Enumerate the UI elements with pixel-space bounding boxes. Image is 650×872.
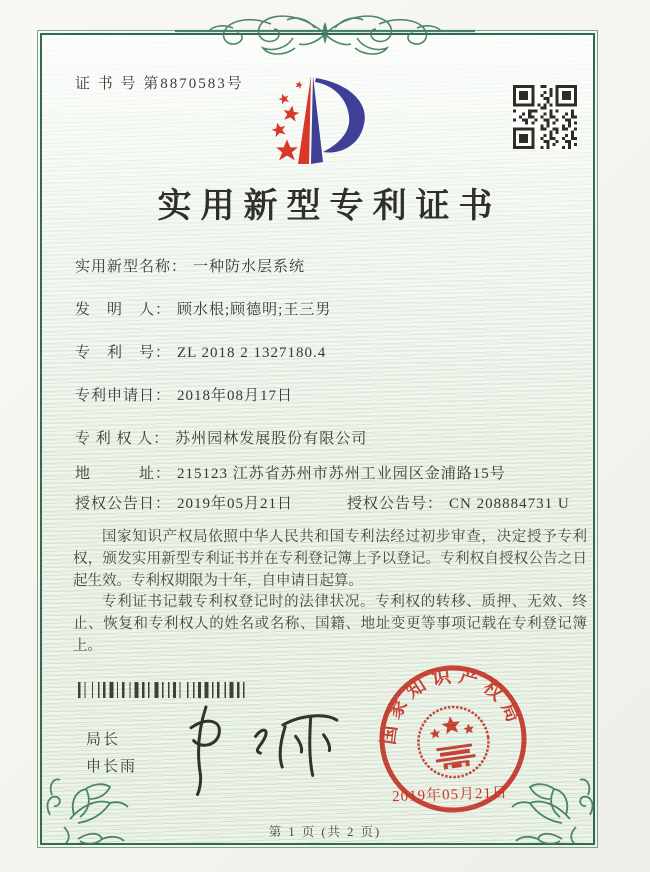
svg-text:国家知识产权局 [368,655,527,749]
field-row-name [75,255,592,276]
field-row-inventors [75,298,592,319]
field-row-grant-date [75,492,592,513]
field-label: 授权公告号： [347,496,444,512]
field-value: 顾水根;顾德明;王三男 [177,302,332,318]
field-label: 专利申请日： [75,388,172,404]
field-row-filing-date [75,384,592,405]
seal-date: 2019年05月21日 [391,785,509,806]
field-value: 2019年05月21日 [177,496,294,512]
field-row-address [75,462,592,483]
field-row-patentee [75,427,592,448]
cnipa-logo-icon [253,72,375,170]
field-row-patent-number [75,341,592,362]
field-label: 专 利 权 人： [75,431,170,447]
field-value: ZL 2018 2 1327180.4 [177,345,327,361]
field-label: 实用新型名称： [75,259,188,275]
signer-title: 局长 [86,732,121,748]
field-value: 2018年08月17日 [177,388,294,404]
signer-name: 申长雨 [86,759,138,775]
field-value: 苏州园林发展股份有限公司 [175,431,368,447]
field-value: 215123 江苏省苏州市苏州工业园区金浦路15号 [177,466,506,482]
legal-notice-paragraph: 国家知识产权局依照中华人民共和国专利法经过初步审查，决定授予专利权，颁发实用新型专利证书并在专利登记簿上予以登记。专利权自授权公告之日起生效。专利权期限为十年，自申请日起算。 [73,529,587,589]
field-value: CN 208884731 U [449,496,570,512]
field-label: 地 址： [75,466,172,482]
legal-notice [73,527,587,658]
signature-icon [165,687,360,802]
seal-agency-text: 国家知识产权局 [378,665,527,746]
legal-notice-paragraph: 专利证书记载专利权登记时的法律状况。专利权的转移、质押、无效、终止、恢复和专利权人的姓名或名称、国籍、地址变更等事项记载在专利登记簿上。 [73,594,587,654]
certificate-title: 实用新型专利证书 [157,188,502,225]
page-number: 第 1 页 (共 2 页) [268,825,382,839]
signer-block [86,727,137,781]
field-value: 一种防水层系统 [193,259,306,275]
qr-code-icon [512,84,578,150]
certificate-number: 证 书 号 第8870583号 [75,76,244,92]
field-label: 专 利 号： [75,345,172,361]
field-label: 发 明 人： [75,302,172,318]
field-label: 授权公告日： [75,496,172,512]
